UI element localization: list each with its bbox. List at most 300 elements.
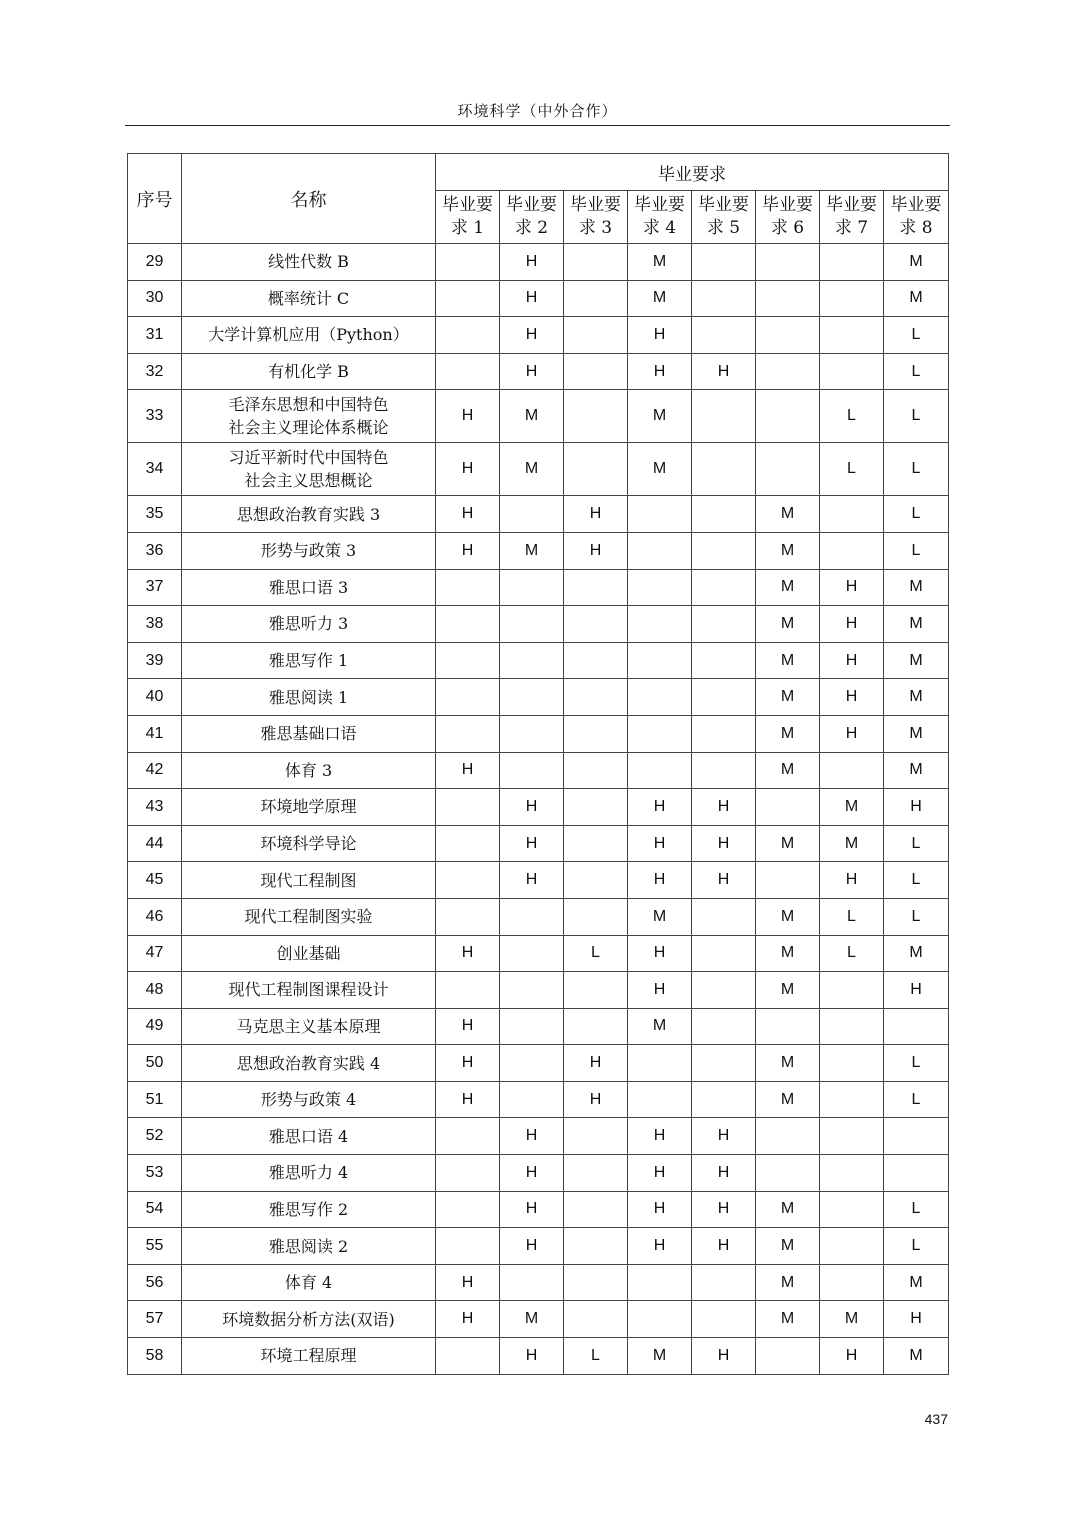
requirement-mark-3 [564, 1118, 628, 1155]
requirement-mark-5 [692, 715, 756, 752]
requirement-mark-2 [500, 715, 564, 752]
requirement-mark-6: M [756, 1228, 820, 1265]
course-name-line: 毛泽东思想和中国特色 [228, 395, 389, 415]
table-row [128, 1155, 949, 1192]
requirement-mark-3 [564, 715, 628, 752]
header-requirement-8 [884, 191, 949, 244]
requirement-mark-7 [820, 1191, 884, 1228]
requirement-mark-2 [500, 1081, 564, 1118]
header-group-requirements: 毕业要求 [436, 154, 949, 191]
requirement-mark-5 [692, 280, 756, 317]
requirement-mark-8: M [884, 642, 949, 679]
requirement-mark-4: H [628, 972, 692, 1009]
requirement-mark-5: H [692, 862, 756, 899]
header-requirement-line: 毕业要 [442, 195, 493, 215]
requirement-mark-6: M [756, 642, 820, 679]
requirement-mark-4: H [628, 317, 692, 354]
course-name [182, 862, 436, 899]
requirement-mark-4 [628, 532, 692, 569]
requirement-mark-3: H [564, 532, 628, 569]
requirement-mark-3 [564, 825, 628, 862]
header-requirement-line: 求 1 [450, 218, 485, 238]
requirement-mark-2 [500, 972, 564, 1009]
requirement-mark-8: H [884, 789, 949, 826]
header-requirement-line: 求 5 [706, 218, 741, 238]
header-index: 序号 [128, 154, 182, 244]
requirement-mark-1: H [436, 496, 500, 533]
requirement-mark-1: H [436, 1045, 500, 1082]
requirement-mark-8: H [884, 1301, 949, 1338]
requirement-mark-6: M [756, 935, 820, 972]
header-requirement-5 [692, 191, 756, 244]
requirement-mark-3 [564, 1155, 628, 1192]
requirement-mark-4 [628, 496, 692, 533]
requirement-mark-2: H [500, 1228, 564, 1265]
table-row [128, 935, 949, 972]
requirement-mark-7 [820, 972, 884, 1009]
requirement-mark-8: L [884, 1228, 949, 1265]
requirement-mark-2 [500, 606, 564, 643]
requirement-mark-4: H [628, 1191, 692, 1228]
course-name [182, 972, 436, 1009]
course-name [182, 569, 436, 606]
requirement-mark-1 [436, 898, 500, 935]
table-row [128, 642, 949, 679]
requirement-mark-1 [436, 1338, 500, 1375]
row-index: 29 [128, 244, 182, 281]
row-index: 55 [128, 1228, 182, 1265]
requirement-mark-1 [436, 280, 500, 317]
requirement-mark-3: L [564, 935, 628, 972]
header-requirement-line: 毕业要 [634, 195, 685, 215]
table-row [128, 1191, 949, 1228]
requirement-mark-6 [756, 317, 820, 354]
requirement-mark-5 [692, 898, 756, 935]
course-name-line: 思想政治教育实践 4 [236, 1053, 381, 1073]
row-index: 38 [128, 606, 182, 643]
course-name [182, 280, 436, 317]
requirement-mark-7: L [820, 443, 884, 496]
requirement-mark-5: H [692, 1228, 756, 1265]
requirement-mark-1: H [436, 752, 500, 789]
table-row [128, 825, 949, 862]
course-name-line: 雅思口语 4 [268, 1126, 349, 1146]
header-requirement-line: 毕业要 [762, 195, 813, 215]
requirement-mark-8 [884, 1155, 949, 1192]
row-index: 47 [128, 935, 182, 972]
course-name-line: 线性代数 B [268, 252, 349, 272]
requirement-mark-8: L [884, 317, 949, 354]
requirement-mark-2 [500, 1008, 564, 1045]
requirement-mark-5 [692, 972, 756, 1009]
requirement-mark-7 [820, 532, 884, 569]
page-header: 环境科学（中外合作） [125, 100, 950, 126]
requirement-mark-4: H [628, 935, 692, 972]
requirement-mark-1 [436, 353, 500, 390]
requirement-mark-2: M [500, 443, 564, 496]
requirement-mark-3 [564, 642, 628, 679]
course-name-line: 社会主义理论体系概论 [228, 418, 389, 438]
table-row [128, 606, 949, 643]
requirement-mark-6 [756, 353, 820, 390]
course-name [182, 390, 436, 443]
requirement-mark-1 [436, 1155, 500, 1192]
requirement-mark-8: L [884, 898, 949, 935]
requirement-mark-6: M [756, 752, 820, 789]
header-requirement-line: 求 2 [514, 218, 549, 238]
table-row [128, 789, 949, 826]
requirement-mark-5 [692, 317, 756, 354]
page-number: 437 [924, 1411, 948, 1427]
requirement-mark-2: H [500, 1118, 564, 1155]
requirement-mark-1 [436, 317, 500, 354]
requirement-mark-3 [564, 390, 628, 443]
requirement-mark-1 [436, 569, 500, 606]
requirement-mark-1 [436, 825, 500, 862]
requirement-mark-7: H [820, 1338, 884, 1375]
requirement-mark-5: H [692, 353, 756, 390]
course-name-line: 概率统计 C [267, 288, 350, 308]
row-index: 37 [128, 569, 182, 606]
requirement-mark-3: H [564, 1081, 628, 1118]
header-requirement-line: 毕业要 [570, 195, 621, 215]
requirement-mark-2 [500, 1045, 564, 1082]
requirement-mark-6 [756, 1338, 820, 1375]
requirement-mark-7: L [820, 390, 884, 443]
row-index: 39 [128, 642, 182, 679]
requirement-mark-4 [628, 569, 692, 606]
requirement-mark-2 [500, 1264, 564, 1301]
course-name-line: 雅思写作 2 [268, 1199, 349, 1219]
requirement-mark-3 [564, 1301, 628, 1338]
header-requirement-line: 求 3 [578, 218, 613, 238]
requirement-mark-5 [692, 569, 756, 606]
requirement-mark-4 [628, 642, 692, 679]
requirement-mark-6: M [756, 1191, 820, 1228]
requirement-mark-7 [820, 1228, 884, 1265]
requirement-mark-6: M [756, 1301, 820, 1338]
requirement-mark-8: M [884, 606, 949, 643]
row-index: 45 [128, 862, 182, 899]
header-name: 名称 [182, 154, 436, 244]
requirement-mark-2 [500, 642, 564, 679]
header-requirement-line: 毕业要 [506, 195, 557, 215]
course-name-line: 现代工程制图课程设计 [228, 980, 389, 1000]
requirement-mark-2: M [500, 390, 564, 443]
requirement-mark-5 [692, 1264, 756, 1301]
requirement-mark-8: M [884, 679, 949, 716]
requirement-mark-5 [692, 532, 756, 569]
row-index: 57 [128, 1301, 182, 1338]
requirement-mark-3: L [564, 1338, 628, 1375]
table-row [128, 390, 949, 443]
requirement-mark-7 [820, 1081, 884, 1118]
requirement-mark-1 [436, 606, 500, 643]
requirement-mark-8: L [884, 353, 949, 390]
table-row [128, 752, 949, 789]
requirement-mark-1: H [436, 1081, 500, 1118]
requirement-mark-7: H [820, 642, 884, 679]
course-name [182, 825, 436, 862]
requirement-mark-6: M [756, 1045, 820, 1082]
requirement-mark-3 [564, 443, 628, 496]
requirement-mark-2: H [500, 1338, 564, 1375]
table-row [128, 898, 949, 935]
course-name [182, 1191, 436, 1228]
requirement-mark-8: M [884, 569, 949, 606]
requirement-mark-1: H [436, 935, 500, 972]
requirement-mark-6 [756, 862, 820, 899]
requirement-mark-7: H [820, 715, 884, 752]
requirement-mark-2 [500, 679, 564, 716]
table-row [128, 1301, 949, 1338]
requirement-mark-1: H [436, 1301, 500, 1338]
course-name-line: 环境工程原理 [260, 1346, 357, 1366]
course-name-line: 雅思听力 4 [268, 1163, 349, 1183]
requirement-mark-4 [628, 1081, 692, 1118]
header-requirement-1 [436, 191, 500, 244]
requirement-mark-7 [820, 1045, 884, 1082]
requirement-mark-3: H [564, 496, 628, 533]
requirement-mark-1 [436, 1228, 500, 1265]
requirement-mark-6 [756, 244, 820, 281]
requirement-mark-1: H [436, 1264, 500, 1301]
requirement-mark-2: M [500, 1301, 564, 1338]
requirement-mark-5 [692, 443, 756, 496]
requirement-mark-7 [820, 244, 884, 281]
requirement-mark-6: M [756, 1264, 820, 1301]
table-row [128, 1045, 949, 1082]
course-name-line: 形势与政策 4 [260, 1090, 357, 1110]
requirement-mark-8: L [884, 1081, 949, 1118]
row-index: 35 [128, 496, 182, 533]
requirement-mark-1 [436, 862, 500, 899]
requirement-mark-8: L [884, 532, 949, 569]
row-index: 31 [128, 317, 182, 354]
header-requirement-3 [564, 191, 628, 244]
requirement-mark-3 [564, 244, 628, 281]
requirement-mark-4 [628, 679, 692, 716]
requirement-mark-4: M [628, 390, 692, 443]
requirement-mark-1 [436, 1191, 500, 1228]
requirement-mark-3 [564, 862, 628, 899]
requirement-mark-6: M [756, 496, 820, 533]
course-name-line: 环境地学原理 [260, 797, 357, 817]
table-row [128, 1081, 949, 1118]
requirement-mark-2: H [500, 862, 564, 899]
requirement-mark-1: H [436, 443, 500, 496]
requirement-mark-4 [628, 715, 692, 752]
requirement-mark-8: M [884, 1338, 949, 1375]
row-index: 33 [128, 390, 182, 443]
course-name [182, 752, 436, 789]
requirement-mark-8: H [884, 972, 949, 1009]
requirement-mark-2: H [500, 1191, 564, 1228]
requirement-mark-3 [564, 1228, 628, 1265]
table-row [128, 443, 949, 496]
header-requirement-6 [756, 191, 820, 244]
requirement-mark-2: H [500, 280, 564, 317]
course-name-line: 社会主义思想概论 [244, 471, 373, 491]
requirement-mark-8: L [884, 862, 949, 899]
row-index: 49 [128, 1008, 182, 1045]
row-index: 44 [128, 825, 182, 862]
course-name-line: 有机化学 B [268, 362, 349, 382]
requirement-mark-1 [436, 972, 500, 1009]
requirement-mark-3 [564, 353, 628, 390]
requirement-mark-5: H [692, 1155, 756, 1192]
requirement-mark-6 [756, 390, 820, 443]
course-name-line: 雅思写作 1 [268, 651, 349, 671]
table-row [128, 1264, 949, 1301]
course-name-line: 环境科学导论 [260, 834, 357, 854]
requirement-mark-6: M [756, 679, 820, 716]
requirement-mark-4: H [628, 1155, 692, 1192]
table-row [128, 1228, 949, 1265]
requirements-matrix-table [127, 153, 949, 1375]
requirement-mark-4 [628, 752, 692, 789]
requirement-mark-7 [820, 752, 884, 789]
requirement-mark-7 [820, 317, 884, 354]
course-name-line: 雅思口语 3 [268, 577, 349, 597]
row-index: 53 [128, 1155, 182, 1192]
requirement-mark-5 [692, 642, 756, 679]
requirement-mark-6: M [756, 569, 820, 606]
row-index: 30 [128, 280, 182, 317]
requirement-mark-7: M [820, 789, 884, 826]
table-row [128, 679, 949, 716]
requirement-mark-6: M [756, 972, 820, 1009]
requirement-mark-6 [756, 1155, 820, 1192]
course-name-line: 现代工程制图实验 [244, 907, 373, 927]
course-name-line: 环境数据分析方法(双语) [222, 1309, 395, 1329]
requirement-mark-6 [756, 280, 820, 317]
requirement-mark-8: M [884, 715, 949, 752]
header-requirement-2 [500, 191, 564, 244]
course-name-line: 体育 3 [284, 760, 333, 780]
requirement-mark-3 [564, 317, 628, 354]
course-name [182, 1301, 436, 1338]
requirement-mark-5 [692, 679, 756, 716]
course-name [182, 496, 436, 533]
requirement-mark-1 [436, 642, 500, 679]
course-name [182, 642, 436, 679]
requirement-mark-5 [692, 606, 756, 643]
requirement-mark-7 [820, 1008, 884, 1045]
requirement-mark-8: M [884, 752, 949, 789]
table-row [128, 1118, 949, 1155]
requirement-mark-1: H [436, 532, 500, 569]
requirement-mark-8 [884, 1008, 949, 1045]
header-requirement-line: 毕业要 [698, 195, 749, 215]
requirement-mark-1 [436, 679, 500, 716]
row-index: 46 [128, 898, 182, 935]
table-row [128, 1008, 949, 1045]
row-index: 52 [128, 1118, 182, 1155]
table-row [128, 972, 949, 1009]
requirement-mark-6: M [756, 606, 820, 643]
requirement-mark-8: M [884, 244, 949, 281]
requirement-mark-3 [564, 606, 628, 643]
requirement-mark-7: M [820, 825, 884, 862]
course-name [182, 935, 436, 972]
course-name-line: 雅思听力 3 [268, 614, 349, 634]
requirement-mark-6: M [756, 898, 820, 935]
requirement-mark-2 [500, 752, 564, 789]
requirement-mark-5 [692, 1008, 756, 1045]
requirement-mark-7 [820, 280, 884, 317]
requirement-mark-4: H [628, 789, 692, 826]
requirement-mark-3 [564, 1191, 628, 1228]
requirement-mark-4: M [628, 443, 692, 496]
requirement-mark-4: H [628, 1228, 692, 1265]
requirement-mark-8: M [884, 280, 949, 317]
table-row [128, 715, 949, 752]
course-name-line: 现代工程制图 [260, 870, 357, 890]
requirement-mark-5 [692, 935, 756, 972]
requirement-mark-5 [692, 390, 756, 443]
requirement-mark-5: H [692, 1191, 756, 1228]
requirement-mark-8: L [884, 1191, 949, 1228]
requirement-mark-2: H [500, 317, 564, 354]
requirement-mark-8: L [884, 1045, 949, 1082]
requirement-mark-3 [564, 752, 628, 789]
course-name [182, 898, 436, 935]
course-name [182, 1264, 436, 1301]
table-row [128, 569, 949, 606]
requirement-mark-8 [884, 1118, 949, 1155]
requirement-mark-2: H [500, 244, 564, 281]
header-requirement-line: 求 4 [642, 218, 677, 238]
requirement-mark-7 [820, 1155, 884, 1192]
row-index: 32 [128, 353, 182, 390]
course-name-line: 雅思基础口语 [260, 724, 357, 744]
requirement-mark-2 [500, 569, 564, 606]
course-name-line: 形势与政策 3 [260, 541, 357, 561]
requirement-mark-1: H [436, 390, 500, 443]
requirement-mark-3 [564, 569, 628, 606]
requirement-mark-8: M [884, 1264, 949, 1301]
requirement-mark-6 [756, 1008, 820, 1045]
row-index: 50 [128, 1045, 182, 1082]
header-requirement-line: 求 8 [899, 218, 933, 238]
requirement-mark-6: M [756, 1081, 820, 1118]
requirement-mark-7 [820, 496, 884, 533]
requirement-mark-5 [692, 1081, 756, 1118]
requirement-mark-2: H [500, 825, 564, 862]
requirement-mark-6: M [756, 715, 820, 752]
header-requirement-line: 求 6 [770, 218, 805, 238]
requirement-mark-4 [628, 606, 692, 643]
requirement-mark-7: L [820, 898, 884, 935]
course-name-line: 创业基础 [276, 943, 341, 963]
course-name-line: 习近平新时代中国特色 [228, 448, 389, 468]
requirement-mark-7: H [820, 569, 884, 606]
header-requirement-line: 毕业要 [890, 195, 942, 215]
requirement-mark-6 [756, 1118, 820, 1155]
table-row [128, 280, 949, 317]
requirement-mark-6 [756, 443, 820, 496]
course-name [182, 1081, 436, 1118]
course-name [182, 606, 436, 643]
requirement-mark-8: M [884, 935, 949, 972]
course-name [182, 679, 436, 716]
table-row [128, 496, 949, 533]
requirement-mark-5: H [692, 1118, 756, 1155]
course-name [182, 443, 436, 496]
requirement-mark-3 [564, 972, 628, 1009]
requirement-mark-8: L [884, 825, 949, 862]
